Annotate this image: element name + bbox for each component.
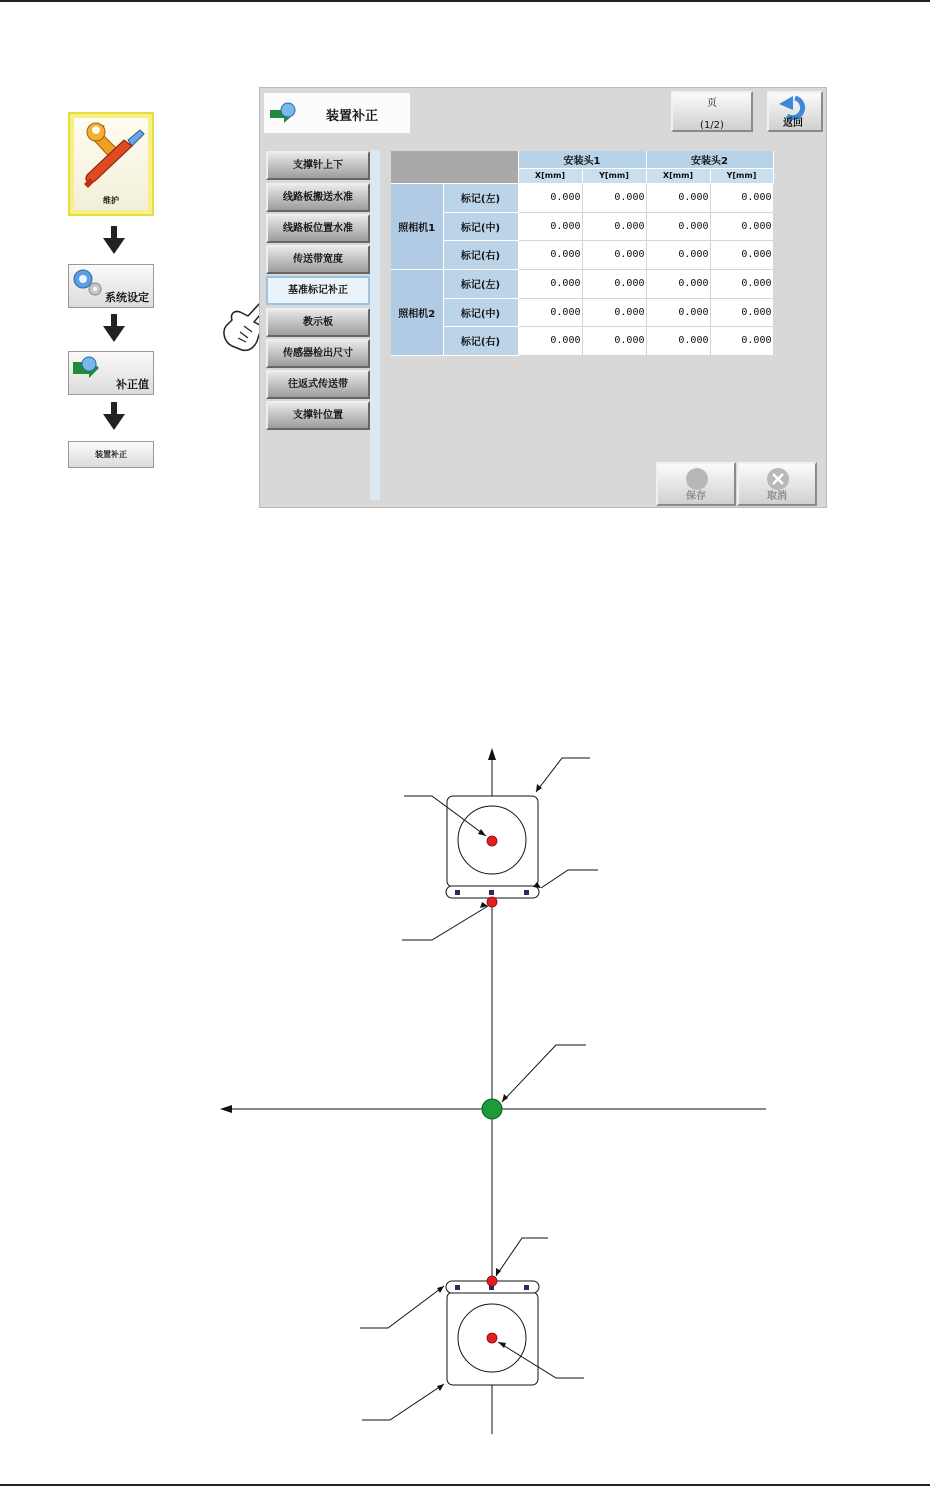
value-field[interactable]: 0.000 [710,326,773,355]
side-item-board-position-level[interactable]: 线路板位置水准 [266,214,370,243]
correction-value-label: 补正值 [116,378,149,391]
side-item-teaching-board[interactable]: 教示板 [266,308,370,337]
down-arrow-icon [103,414,125,430]
mark-label: 标记(左) [443,269,518,298]
wrench-screwdriver-icon [74,118,148,198]
screen-title-box [264,93,410,133]
table-row [391,212,773,240]
table-corner [391,151,518,183]
page-number: (1/2) [700,120,724,131]
gear-icon [71,267,105,297]
side-item-conveyor-width[interactable]: 传送带宽度 [266,245,370,274]
camera1-label: 照相机1 [391,183,443,269]
value-field[interactable]: 0.000 [582,326,646,355]
value-field[interactable]: 0.000 [518,269,582,298]
correction-icon [268,100,300,126]
table-row [391,326,773,355]
value-field[interactable]: 0.000 [646,240,710,269]
screen-title: 装置补正 [326,109,379,124]
device-correction-label: 装置补正 [95,450,127,459]
value-field[interactable]: 0.000 [646,298,710,326]
side-item-fiducial-correction[interactable]: 基准标记补正 [266,276,370,305]
value-field[interactable]: 0.000 [710,298,773,326]
side-item-support-pin-position[interactable]: 支撑针位置 [266,401,370,430]
camera2-label: 照相机2 [391,269,443,355]
top-rule [0,0,930,2]
head1-header: 安装头1 [518,151,646,168]
cancel-button[interactable] [737,462,817,506]
correction-value-button[interactable] [68,351,154,395]
save-button[interactable] [656,462,736,506]
value-field[interactable]: 0.000 [518,212,582,240]
value-field[interactable]: 0.000 [646,212,710,240]
head2-header: 安装头2 [646,151,773,168]
side-item-support-pin-updown[interactable]: 支撑针上下 [266,151,370,180]
side-item-shuttle-conveyor[interactable]: 往返式传送带 [266,370,370,399]
value-field[interactable]: 0.000 [518,183,582,212]
value-field[interactable]: 0.000 [646,183,710,212]
camera2-graphic [446,1276,539,1385]
side-menu-scroll-strip [370,150,380,500]
value-field[interactable]: 0.000 [582,183,646,212]
mark-label: 标记(左) [443,183,518,212]
device-correction-screen [259,87,827,508]
table-row [391,269,773,298]
page-button[interactable] [671,91,753,132]
camera1-graphic [446,796,539,907]
save-label: 保存 [686,491,706,502]
axis-header: X[mm] [646,168,710,183]
maintenance-button[interactable] [68,112,154,216]
value-field[interactable]: 0.000 [582,269,646,298]
mark-label: 标记(中) [443,212,518,240]
value-field[interactable]: 0.000 [582,240,646,269]
cancel-label: 取消 [767,491,787,502]
axis-header: X[mm] [518,168,582,183]
value-field[interactable]: 0.000 [710,212,773,240]
system-settings-button[interactable] [68,264,154,308]
mark-label: 标记(右) [443,326,518,355]
axis-header: Y[mm] [582,168,646,183]
value-field[interactable]: 0.000 [582,298,646,326]
correction-icon [71,354,101,384]
down-arrow-icon [103,326,125,342]
table-row [391,240,773,269]
value-field[interactable]: 0.000 [710,183,773,212]
value-field[interactable]: 0.000 [582,212,646,240]
x-axis-arrow-icon [220,1105,232,1113]
camera-coordinate-diagram [0,730,930,1450]
maintenance-label: 维护 [103,196,119,205]
system-settings-label: 系统设定 [105,291,149,304]
page-label: 页 [707,98,717,109]
value-field[interactable]: 0.000 [646,269,710,298]
return-label: 返回 [783,118,803,129]
table-row [391,183,773,212]
y-axis-arrow-icon [488,748,496,760]
value-field[interactable]: 0.000 [518,240,582,269]
value-field[interactable]: 0.000 [518,298,582,326]
origin-mark [482,1099,502,1119]
value-field[interactable]: 0.000 [518,326,582,355]
device-correction-button[interactable] [68,441,154,468]
side-item-sensor-detect-size[interactable]: 传感器检出尺寸 [266,339,370,368]
side-item-board-transfer-level[interactable]: 线路板搬送水准 [266,183,370,212]
down-arrow-icon [103,238,125,254]
mark-label: 标记(中) [443,298,518,326]
axis-header: Y[mm] [710,168,773,183]
mark-label: 标记(右) [443,240,518,269]
value-field[interactable]: 0.000 [646,326,710,355]
return-button[interactable] [767,91,823,132]
correction-table [391,151,774,356]
table-row [391,298,773,326]
value-field[interactable]: 0.000 [710,240,773,269]
close-icon [772,473,784,485]
value-field[interactable]: 0.000 [710,269,773,298]
